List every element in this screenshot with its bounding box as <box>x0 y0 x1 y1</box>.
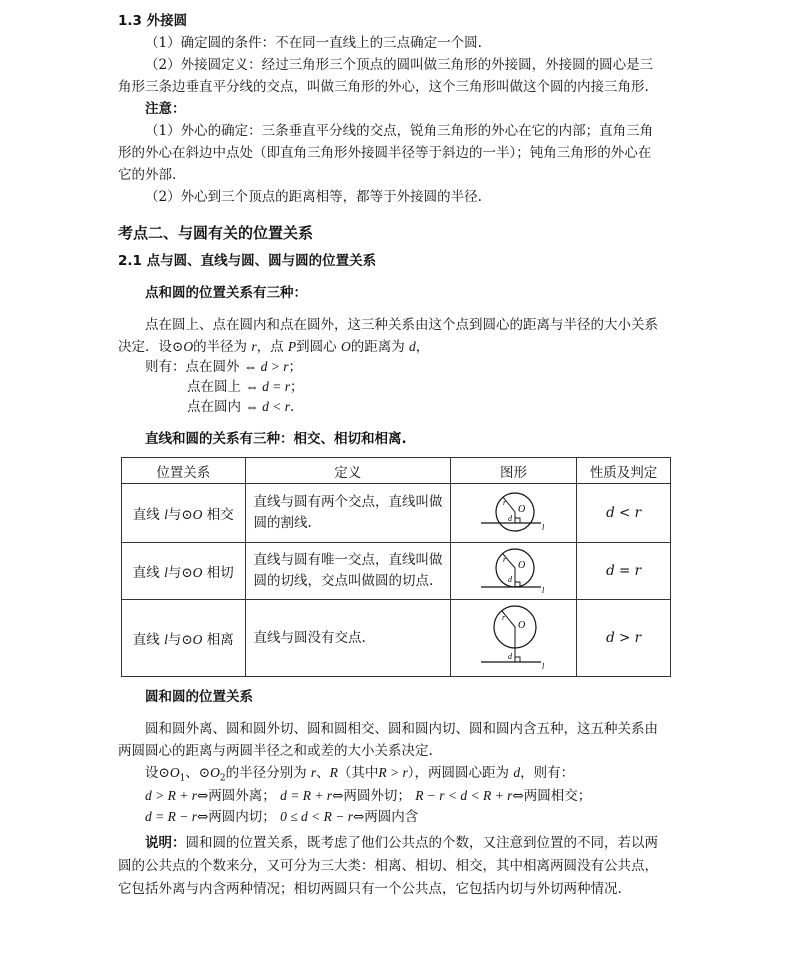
definition-cell <box>245 543 450 600</box>
var: O <box>340 339 351 354</box>
paragraph: 圆的公共点的个数来分，又可分为三大类：相离、相切、相交，其中相离两圆没有公共点， <box>118 858 658 874</box>
text: ，则有： <box>520 765 575 781</box>
var: O <box>183 339 194 354</box>
text: ⇔两圆内切； <box>196 809 276 825</box>
fig-label: O <box>517 560 525 571</box>
var: O <box>192 632 203 647</box>
figure-cell <box>450 543 576 600</box>
fig-label: r <box>502 555 506 564</box>
var: r <box>310 765 317 780</box>
relation-cell <box>122 543 246 600</box>
formula: ⇔ d > r <box>243 359 289 374</box>
text: 直线与圆没有交点. <box>253 629 366 646</box>
text: ， <box>415 339 430 355</box>
paragraph: 点在圆上、点在圆内和点在圆外，这三种关系由这个点到圆心的距离与半径的大小关系 <box>145 317 658 333</box>
formula: d = R − r <box>145 809 197 824</box>
paragraph: （1）确定圆的条件：不在同一直线上的三点确定一个圆. <box>145 35 482 51</box>
relation-line <box>145 787 591 805</box>
tangent-line-circle-figure <box>479 548 549 594</box>
circle-circle-heading: 圆和圆的位置关系 <box>145 689 253 705</box>
property-cell: d = r <box>577 543 671 600</box>
text: 点在圆外 <box>185 359 240 375</box>
point-circle-heading: 点和圆的位置关系有三种： <box>145 285 307 301</box>
formula: d > R + r <box>145 788 197 803</box>
text: 相交 <box>206 507 234 523</box>
text: （其中 <box>337 765 379 781</box>
var: r <box>251 339 257 354</box>
paragraph: 角形三条边垂直平分线的交点，叫做三角形的外心，这个三角形叫做这个圆的内接三角形. <box>118 79 649 95</box>
paragraph: 圆和圆外离、圆和圆外切、圆和圆相交、圆和圆内切、圆和圆内含五种，这五种关系由 <box>145 721 658 737</box>
text: 相切 <box>206 565 234 581</box>
var: O <box>192 565 203 580</box>
table-header: 定义 <box>245 458 450 484</box>
text: 的半径为 <box>193 339 248 355</box>
relation-line <box>145 358 302 376</box>
formula: d = R + r <box>280 788 333 803</box>
subscript: 1 <box>179 773 186 784</box>
table-header: 性质及判定 <box>577 458 671 484</box>
paragraph: 它的外部. <box>118 167 177 183</box>
text: 圆的切线，交点叫做圆的切点. <box>253 573 434 589</box>
text: 则有： <box>145 359 186 375</box>
definition-cell <box>245 600 450 677</box>
relation-cell <box>122 484 246 543</box>
var: O <box>169 765 180 780</box>
fig-label: r <box>501 613 505 622</box>
fig-label: l <box>541 662 544 671</box>
paragraph: （2）外接圆定义：经过三角形三个顶点的圆叫做三角形的外接圆，外接圆的圆心是三 <box>145 57 654 73</box>
relation-line <box>187 378 304 396</box>
text: ，点 <box>256 339 284 355</box>
table-header-row <box>122 458 671 484</box>
table-row <box>122 600 671 677</box>
property-cell: d > r <box>577 600 671 677</box>
subscript: 2 <box>219 773 226 784</box>
fig-label: d <box>507 652 512 661</box>
paragraph: 形的外心在斜边中点处（即直角三角形外接圆半径等于斜边的一半）；钝角三角形的外心在 <box>118 145 652 161</box>
section-heading-1-3: 1.3 外接圆 <box>118 13 188 29</box>
text: ⇔两圆内含 <box>352 809 419 825</box>
var: l <box>164 632 168 647</box>
line-circle-table <box>121 457 671 677</box>
separate-line-circle-figure <box>479 603 549 673</box>
explain-label: 说明： <box>145 835 186 851</box>
table-row <box>122 543 671 600</box>
text: ⇔两圆外切； <box>332 788 411 804</box>
var: l <box>164 507 168 522</box>
formula: ⇔ d = r <box>245 379 291 394</box>
section-heading-kaodian2: 考点二、与圆有关的位置关系 <box>118 224 314 242</box>
var: O <box>210 765 220 780</box>
text: 点在圆上 <box>187 379 241 395</box>
text: ； <box>290 379 304 395</box>
text: ⇔两圆相交； <box>512 788 592 804</box>
line-circle-heading: 直线和圆的关系有三种：相交、相切和相离. <box>145 431 407 447</box>
text: 与⊙ <box>167 507 193 523</box>
text: 、⊙ <box>185 765 211 781</box>
table-header: 图形 <box>450 458 576 484</box>
paragraph <box>118 338 429 356</box>
var: O <box>192 507 203 522</box>
text: ⇔两圆外离； <box>196 788 276 804</box>
text: 与⊙ <box>167 565 193 581</box>
formula: 0 ≤ d < R − r <box>280 809 353 824</box>
text: 设⊙ <box>145 765 170 781</box>
text: 的半径分别为 <box>225 765 307 781</box>
text: 直线 <box>132 565 160 581</box>
text: ），两圆圆心距为 <box>407 765 510 781</box>
var: d <box>409 339 416 354</box>
formula: R − r < d < R + r <box>415 788 513 803</box>
text: . <box>290 399 295 415</box>
definition-cell <box>245 484 450 543</box>
formula: R > r <box>378 765 408 780</box>
relation-line <box>145 808 418 826</box>
paragraph: 两圆圆心的距离与两圆半径之和或差的大小关系决定. <box>118 743 433 759</box>
table-header: 位置关系 <box>122 458 246 484</box>
note-label: 注意： <box>145 101 186 117</box>
text: 直线 <box>132 507 160 523</box>
var: R <box>329 765 338 780</box>
formula: ⇔ d < r <box>245 399 291 414</box>
paragraph: 它包括外离与内含两种情况；相切两圆只有一个公共点，它包括内切与外切两种情况. <box>118 881 622 897</box>
text: 直线与圆有唯一交点，直线叫做 <box>253 552 443 568</box>
paragraph: （2）外心到三个顶点的距离相等，都等于外接圆的半径. <box>145 189 482 205</box>
text: 圆和圆的位置关系，既考虑了他们公共点的个数，又注意到位置的不同，若以两 <box>185 835 658 851</box>
fig-label: l <box>541 586 544 594</box>
text: 决定．设⊙ <box>118 339 184 355</box>
text: 相离 <box>206 632 234 648</box>
paragraph <box>145 834 658 852</box>
paragraph: （1）外心的确定：三条垂直平分线的交点，锐角三角形的外心在它的内部；直角三角 <box>145 123 654 139</box>
text: 点在圆内 <box>187 399 241 415</box>
intersecting-line-circle-figure <box>479 490 549 536</box>
text: 直线与圆有两个交点，直线叫做 <box>253 494 443 510</box>
text: 与⊙ <box>167 632 193 648</box>
text: 的距离为 <box>350 339 405 355</box>
fig-label: l <box>541 523 544 532</box>
text: 圆的割线. <box>253 515 312 531</box>
fig-label: O <box>517 620 525 631</box>
figure-cell <box>450 600 576 677</box>
text: ； <box>288 359 303 375</box>
fig-label: O <box>517 504 525 515</box>
text: 直线 <box>132 632 160 648</box>
table-row <box>122 484 671 543</box>
var: l <box>164 565 168 580</box>
fig-label: d <box>507 575 512 584</box>
var: P <box>287 339 297 354</box>
fig-label: d <box>507 514 512 523</box>
var: d <box>513 765 521 780</box>
text: 、 <box>316 765 330 781</box>
text: 到圆心 <box>296 339 337 355</box>
figure-cell <box>450 484 576 543</box>
paragraph <box>145 764 574 788</box>
subsection-heading-2-1: 2.1 点与圆、直线与圆、圆与圆的位置关系 <box>118 253 377 269</box>
relation-cell <box>122 600 246 677</box>
fig-label: r <box>502 498 506 507</box>
relation-line <box>187 398 294 416</box>
property-cell: d < r <box>577 484 671 543</box>
